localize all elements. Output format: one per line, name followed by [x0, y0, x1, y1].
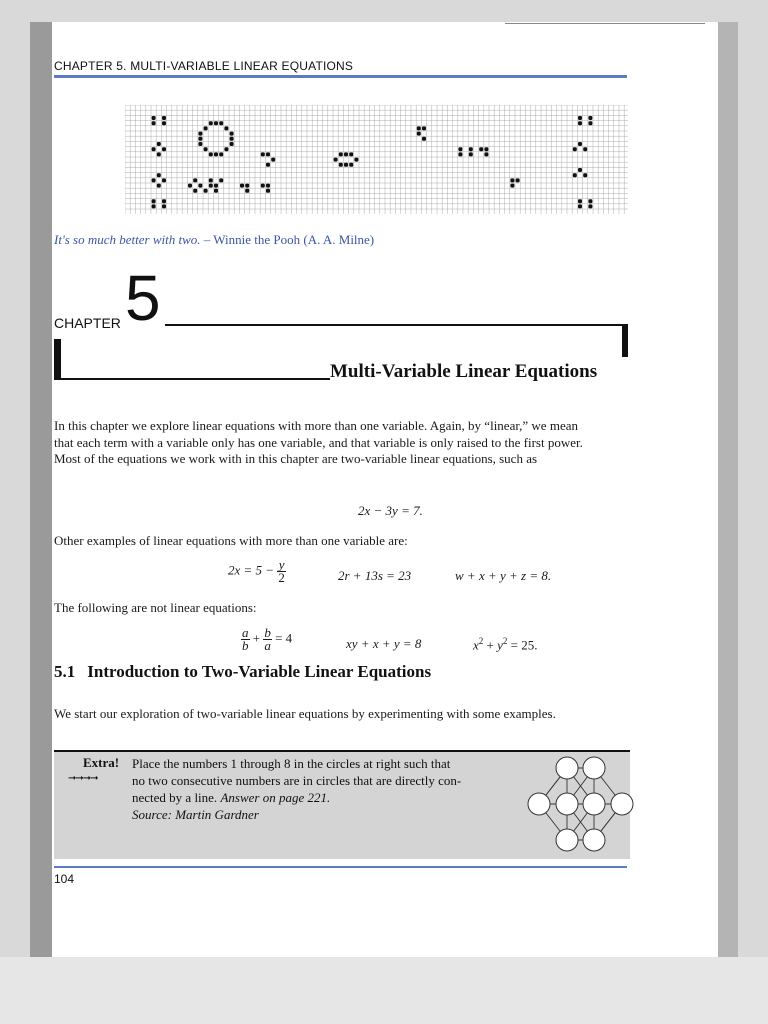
var-y: y: [497, 637, 503, 653]
fraction-numerator: a: [242, 625, 249, 640]
plus-sign: +: [252, 630, 261, 646]
fraction-denominator: 2: [278, 570, 285, 585]
nonlinear-example-2: xy + x + y = 8: [346, 636, 422, 651]
puzzle-circle: [556, 793, 578, 815]
epigraph-attribution: – Winnie the Pooh (A. A. Milne): [200, 232, 375, 247]
intro-line: In this chapter we explore linear equations with more than one variable. Again, by “linear,” we mean: [54, 418, 578, 433]
section-heading: [54, 662, 431, 682]
equation-rest: = 25.: [507, 637, 538, 653]
answer-reference: Answer on page 221.: [220, 790, 331, 805]
circle-puzzle-diagram: [495, 754, 645, 861]
scan-artifact-line: [505, 23, 705, 24]
fraction-numerator: b: [264, 625, 271, 640]
puzzle-circle: [611, 793, 633, 815]
extra-line: [132, 789, 492, 806]
page-edge-shadow: [30, 22, 52, 957]
fraction-y-over-2: [277, 559, 286, 584]
running-head: CHAPTER 5. MULTI-VARIABLE LINEAR EQUATIONS: [54, 59, 354, 73]
linear-example-2: 2r + 13s = 23: [338, 568, 412, 583]
arrows-icon: ➞➞➞➞: [68, 773, 98, 784]
exponent: 2: [502, 636, 508, 646]
game-of-life-grid-illustration: [125, 105, 628, 214]
scan-background: [0, 957, 768, 1024]
linear-example-1-left: 2x = 5 −: [228, 562, 275, 578]
puzzle-circle: [583, 793, 605, 815]
extra-text: [132, 755, 492, 823]
chapter-bar-right: [622, 324, 628, 357]
nonlinear-example-1: [241, 627, 292, 652]
epigraph-quote: It's so much better with two.: [54, 232, 201, 247]
plus-sign: +: [483, 637, 498, 653]
header-rule: [54, 75, 627, 78]
intro-line: Most of the equations we work with in this chapter are two-variable linear equations, such as: [54, 451, 538, 466]
puzzle-circle: [528, 793, 550, 815]
extra-source: Source: Martin Gardner: [132, 807, 259, 822]
intro-paragraph: [54, 418, 632, 468]
extra-label: Extra!: [83, 755, 120, 770]
puzzle-circle: [583, 829, 605, 851]
fraction-a-over-b: [241, 627, 250, 652]
fraction-denominator: a: [264, 638, 271, 653]
circle-puzzle-graphic: [495, 754, 645, 856]
chapter-number: 5: [125, 262, 161, 334]
other-examples-text: Other examples of linear equations with more than one variable are:: [54, 533, 408, 548]
section-number: 5.1: [54, 662, 76, 681]
display-equation: 2x − 3y = 7.: [358, 503, 423, 518]
linear-example-3: w + x + y + z = 8.: [455, 568, 552, 583]
fraction-denominator: b: [242, 638, 249, 653]
exponent: 2: [478, 636, 484, 646]
chapter-bar-left: [54, 339, 61, 379]
fraction-numerator: y: [278, 557, 285, 572]
section-intro: We start our exploration of two-variable linear equations by experimenting with some examples.: [54, 706, 556, 721]
chapter-title: Multi-Variable Linear Equations: [330, 361, 598, 382]
cell-grid-graphic: [125, 105, 628, 214]
section-title: Introduction to Two-Variable Linear Equations: [87, 662, 432, 681]
linear-example-1: [228, 559, 286, 584]
not-linear-text: The following are not linear equations:: [54, 600, 257, 615]
puzzle-circle: [583, 757, 605, 779]
puzzle-circle: [556, 829, 578, 851]
epigraph: [54, 232, 374, 248]
extra-line: no two consecutive numbers are in circles that are directly con-: [132, 773, 462, 788]
var-x: x: [473, 637, 479, 653]
chapter-label: CHAPTER: [54, 315, 121, 331]
intro-line: that each term with a variable only has one variable, and that variable is only raised to the first power.: [54, 434, 583, 450]
nonlinear-example-1-right: = 4: [275, 630, 293, 646]
chapter-rule-bottom: [54, 378, 330, 380]
page-edge-right: [718, 22, 738, 957]
fraction-b-over-a: [263, 627, 272, 652]
chapter-rule-top: [165, 324, 627, 326]
nonlinear-example-3: [473, 636, 538, 653]
footer-rule: [54, 866, 627, 868]
extra-line-text: nected by a line.: [132, 790, 221, 805]
puzzle-circle: [556, 757, 578, 779]
page-number: 104: [54, 872, 75, 886]
extra-line: Place the numbers 1 through 8 in the circles at right such that: [132, 756, 451, 771]
